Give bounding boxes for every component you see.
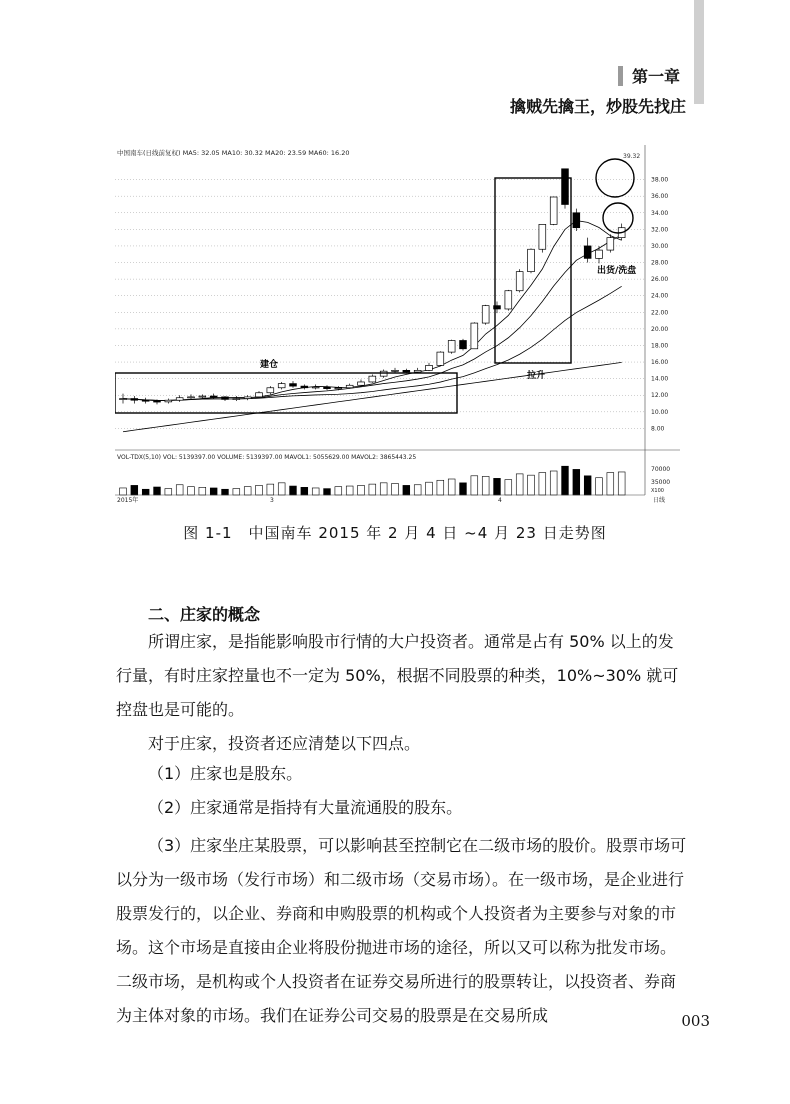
stock-chart <box>115 145 680 505</box>
candle-body <box>131 399 138 401</box>
candle-body <box>437 352 444 365</box>
volume-bar <box>562 466 569 495</box>
candle-body <box>346 385 353 387</box>
candle-body <box>505 291 512 309</box>
y-tick-label: 16.00 <box>651 359 669 367</box>
chart-title-line: 中国南车(日线前复权) MA5: 32.05 MA10: 30.32 MA20: 23.59 MA60: 16.20 <box>117 149 350 157</box>
candle-body <box>596 250 603 258</box>
volume-bar <box>403 485 410 495</box>
candle-body <box>426 365 433 370</box>
volume-bar <box>210 488 217 495</box>
x-label-year: 2015年 <box>117 497 139 504</box>
y-tick-label: 10.00 <box>651 408 669 416</box>
x-label-march: 3 <box>270 497 274 504</box>
volume-bar <box>324 489 331 495</box>
y-tick-label: 14.00 <box>651 375 669 383</box>
volume-bar <box>573 469 580 495</box>
section-heading: 二、庄家的概念 <box>148 605 261 624</box>
volume-bar <box>482 476 489 495</box>
volume-bar <box>448 479 455 495</box>
volume-bar <box>607 473 614 495</box>
candle-body <box>142 400 149 401</box>
volume-bar <box>131 485 138 495</box>
volume-bar <box>528 475 535 495</box>
volume-bar <box>188 487 195 495</box>
volume-bar <box>233 489 240 495</box>
top-circle <box>596 159 634 197</box>
candle-body <box>244 397 251 399</box>
candle-body <box>120 399 127 400</box>
volume-bar <box>392 483 399 495</box>
candle-body <box>154 401 161 402</box>
y-tick-label: 22.00 <box>651 309 669 317</box>
distribute-label: 出货/洗盘 <box>597 266 637 276</box>
y-tick-label: 24.00 <box>651 292 669 300</box>
candle-body <box>369 376 376 382</box>
volume-bar <box>460 483 467 495</box>
volume-bar <box>120 488 127 495</box>
volume-bar <box>414 485 421 495</box>
y-tick-label: 26.00 <box>651 276 669 284</box>
candle-body <box>584 246 591 258</box>
volume-bar <box>426 482 433 495</box>
pull-up-label: 拉升 <box>527 371 546 381</box>
candle-body <box>312 387 319 388</box>
volume-bar <box>358 485 365 495</box>
y-tick-label: 30.00 <box>651 242 669 250</box>
volume-bar <box>584 476 591 495</box>
y-tick-label: 28.00 <box>651 259 669 267</box>
volume-bar <box>267 484 274 495</box>
chapter-subtitle: 擒贼先擒王，炒股先找庄 <box>509 97 686 116</box>
volume-bar <box>256 485 263 495</box>
candle-body <box>199 396 206 397</box>
ma20-line <box>123 286 622 400</box>
period-label: 日线 <box>653 497 666 504</box>
volume-bar <box>142 489 149 495</box>
candle-body <box>165 400 172 402</box>
paragraph-four-points: 对于庄家，投资者还应清楚以下四点。 <box>148 734 421 753</box>
volume-bar <box>176 485 183 495</box>
candle-body <box>471 323 478 349</box>
volume-bar <box>380 483 387 495</box>
volume-bar <box>369 484 376 495</box>
price-marker: 39.32 <box>623 153 641 160</box>
candle-body <box>392 370 399 371</box>
volume-bar <box>596 478 603 495</box>
candle-body <box>358 382 365 385</box>
candle-body <box>335 388 342 389</box>
candle-body <box>482 306 489 323</box>
candle-body <box>267 388 274 393</box>
volume-bar <box>301 487 308 495</box>
candle-body <box>301 386 308 388</box>
volume-bar <box>244 487 251 495</box>
candle-body <box>278 384 285 388</box>
y-tick-label: 8.00 <box>651 425 665 433</box>
accumulate-box <box>115 373 457 413</box>
volume-bar <box>471 476 478 495</box>
volume-bar <box>165 489 172 495</box>
volume-bar <box>278 483 285 495</box>
volume-title-line: VOL-TDX(5,10) VOL: 5139397.00 VOLUME: 5139397.00 MAVOL1: 5055629.00 MAVOL2: 3865443.25 <box>117 454 417 461</box>
volume-bar <box>550 471 557 495</box>
list-item: （2）庄家通常是指持有大量流通股的股东。 <box>148 798 463 817</box>
candle-body <box>188 397 195 398</box>
volume-bar <box>312 488 319 495</box>
y-tick-label: 34.00 <box>651 209 669 217</box>
y-tick-label: 38.00 <box>651 176 669 184</box>
y-axis-ticks <box>651 177 668 433</box>
candle-body <box>550 197 557 224</box>
volume-bar <box>199 487 206 495</box>
y-tick-label: 18.00 <box>651 342 669 350</box>
volume-bar <box>290 486 297 495</box>
candle-body <box>324 387 331 389</box>
vol-tick-low: 35000 <box>651 479 671 486</box>
paragraph-market: （3）庄家坐庄某股票，可以影响甚至控制它在二级市场的股价。股票市场可以分为一级市场（发行市场）和二级市场（交易市场）。在一级市场，是企业进行股票发行的，以企业、券商和申购股票的机构或个人投资者为主要参与对象的市场。这个市场是直接由企业将股份抛进市场的途径，所以又可以称为批发市场。二级市场，是机构或个人投资者在证券交易所进行的股票转让，以投资者、券商为主体对象的市场。我们在证券公司交易的股票是在交易所成 <box>116 836 687 1025</box>
volume-bar <box>516 474 523 495</box>
candle-body <box>516 272 523 291</box>
candle-body <box>414 370 421 372</box>
list-item: （1）庄家也是股东。 <box>148 764 303 783</box>
volume-bar <box>346 486 353 495</box>
y-tick-label: 12.00 <box>651 392 669 400</box>
volume-bar <box>154 487 161 495</box>
candle-body <box>562 169 569 205</box>
volume-bar <box>618 472 625 495</box>
chapter-marker <box>618 66 623 86</box>
paragraph-definition: 所谓庄家，是指能影响股市行情的大户投资者。通常是占有 50% 以上的发行量，有时庄家控量也不一定为 50%，根据不同股票的种类，10%~30% 就可控盘也是可能的。 <box>116 632 679 719</box>
chapter-title: 第一章 <box>631 67 680 86</box>
figure-caption: 图 1-1 中国南车 2015 年 2 月 4 日 ~4 月 23 日走势图 <box>183 524 607 542</box>
candle-body <box>176 398 183 400</box>
volume-bars <box>120 466 625 495</box>
candle-body <box>256 393 263 397</box>
volume-bar <box>335 487 342 495</box>
candle-body <box>539 224 546 249</box>
vol-unit: X100 <box>651 488 664 494</box>
vol-tick-high: 70000 <box>651 466 671 473</box>
candle-body <box>448 340 455 352</box>
page-number: 003 <box>681 1012 710 1030</box>
candle-body <box>460 340 467 348</box>
y-tick-label: 36.00 <box>651 193 669 201</box>
candle-body <box>403 370 410 372</box>
volume-bar <box>494 478 501 495</box>
volume-bar <box>222 489 229 495</box>
volume-bar <box>505 480 512 495</box>
volume-bar <box>437 480 444 495</box>
volume-bar <box>539 473 546 495</box>
moving-average-lines <box>123 221 622 432</box>
page-edge-bar <box>694 0 704 104</box>
candle-body <box>573 213 580 228</box>
candle-body <box>607 238 614 250</box>
candle-body <box>210 396 217 397</box>
candle-body <box>528 249 535 271</box>
x-label-april: 4 <box>498 497 502 504</box>
candle-body <box>233 399 240 400</box>
y-tick-label: 32.00 <box>651 226 669 234</box>
accumulate-label: 建仓 <box>260 360 279 370</box>
candle-body <box>290 384 297 386</box>
candle-body <box>222 397 229 399</box>
candlesticks <box>120 169 625 405</box>
y-tick-label: 20.00 <box>651 325 669 333</box>
